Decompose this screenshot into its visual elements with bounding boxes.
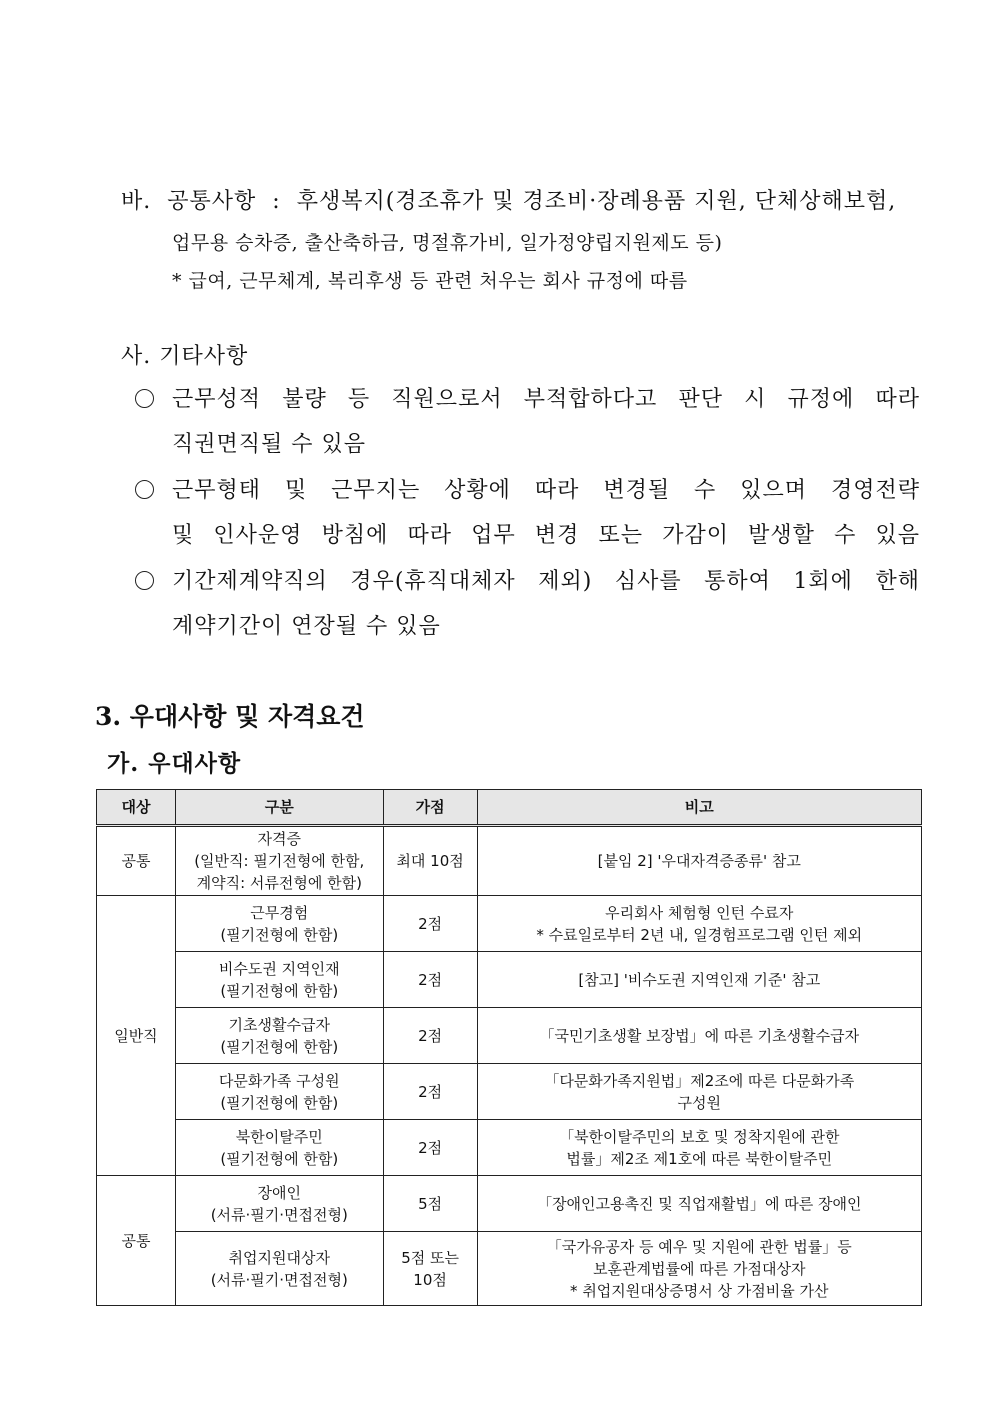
table-row: [97, 1064, 922, 1120]
remarks-cell: [477, 1064, 921, 1120]
remarks-line: 구성원: [677, 1093, 721, 1112]
section-ba-marker: 바.: [121, 189, 152, 214]
section-ba-line1: [121, 184, 896, 215]
group-label: 공통: [97, 1176, 176, 1306]
section-ba-text-2: 업무용 승차증, 출산축하금, 명절휴가비, 일가정양립지원제도 등): [172, 232, 723, 254]
remarks-line: 법률」제2조 제1호에 따른 북한이탈주민: [566, 1149, 833, 1168]
bullet-3-line1: 기간제계약직의 경우(휴직대체자 제외) 심사를 통하여 1회에 한해: [172, 569, 920, 594]
category-scope: (서류·필기·면접전형): [210, 1270, 348, 1289]
score-cell: 최대 10점: [383, 826, 477, 896]
category-cell: [175, 1064, 383, 1120]
bullet-1-line1: 근무성적 불량 등 직원으로서 부적합하다고 판단 시 규정에 따라: [172, 387, 920, 412]
header-score: 가점: [383, 790, 477, 826]
score-line: 5점 또는: [401, 1248, 459, 1267]
remarks-cell: 「장애인고용촉진 및 직업재활법」에 따른 장애인: [477, 1176, 921, 1232]
table-row: [97, 1176, 922, 1232]
category-scope: 계약직: 서류전형에 한함): [196, 874, 362, 892]
section-ba-heading: 공통사항: [167, 189, 257, 214]
remarks-line: 보훈관계법률에 따른 가점대상자: [593, 1259, 806, 1278]
remarks-line: 우리회사 체험형 인턴 수료자: [605, 903, 794, 922]
group-label: 공통: [97, 826, 176, 896]
table-row: [97, 952, 922, 1008]
category-scope: (필기전형에 한함): [220, 981, 339, 1000]
category-title: 취업지원대상자: [228, 1248, 330, 1267]
category-title: 비수도권 지역인재: [218, 959, 340, 978]
remarks-line: 「국가유공자 등 예우 및 지원에 관한 법률」등: [546, 1237, 852, 1256]
section-ba-separator: :: [272, 189, 281, 214]
category-title: 기초생활수급자: [228, 1015, 330, 1034]
category-title: 근무경험: [250, 903, 309, 922]
section-3-subtitle: 가. 우대사항: [107, 750, 242, 777]
bullet-2-line2: 및 인사운영 방침에 따라 업무 변경 또는 가감이 발생할 수 있음: [172, 523, 920, 548]
table-row: [97, 1008, 922, 1064]
score-cell: 2점: [383, 1064, 477, 1120]
category-scope: (일반직: 필기전형에 한함,: [194, 852, 365, 870]
remarks-line: * 취업지원대상증명서 상 가점비율 가산: [570, 1281, 829, 1300]
remarks-line: * 수료일로부터 2년 내, 일경험프로그램 인턴 제외: [536, 925, 863, 944]
category-cell: [175, 1176, 383, 1232]
remarks-line: 「다문화가족지원법」제2조에 따른 다문화가족: [544, 1071, 855, 1090]
category-scope: (필기전형에 한함): [220, 1093, 339, 1112]
table-row: [97, 896, 922, 952]
section-3-sub-wrap: [107, 745, 241, 778]
category-cell: [175, 1232, 383, 1306]
category-cell: [175, 896, 383, 952]
category-cell: [175, 1120, 383, 1176]
category-title: 다문화가족 구성원: [218, 1071, 340, 1090]
bullet-2-line1: 근무형태 및 근무지는 상황에 따라 변경될 수 있으며 경영전략: [172, 478, 920, 503]
remarks-cell: [477, 1232, 921, 1306]
score-cell: 2점: [383, 1120, 477, 1176]
category-title: 북한이탈주민: [235, 1127, 323, 1146]
section-ba-note: * 급여, 근무체계, 복리후생 등 관련 처우는 회사 규정에 따름: [172, 270, 688, 292]
bullet-circle-icon: [135, 571, 154, 590]
section-ba-text-1: 후생복지(경조휴가 및 경조비·장례용품 지원, 단체상해보험,: [296, 189, 897, 214]
category-cell: [175, 952, 383, 1008]
score-cell: 2점: [383, 896, 477, 952]
remarks-cell: [477, 1120, 921, 1176]
table-row: [97, 1120, 922, 1176]
score-line: 10점: [413, 1270, 447, 1289]
preference-table: [96, 789, 922, 1306]
bullet-3-line2: 계약기간이 연장될 수 있음: [172, 614, 441, 639]
score-cell: 2점: [383, 1008, 477, 1064]
category-scope: (필기전형에 한함): [220, 1037, 339, 1056]
table-header-row: [97, 790, 922, 826]
bullet-circle-icon: [135, 480, 154, 499]
table-row: [97, 826, 922, 896]
category-cell: [175, 826, 383, 896]
remarks-cell: [참고] '비수도권 지역인재 기준' 참고: [477, 952, 921, 1008]
header-target: 대상: [97, 790, 176, 826]
section-3-title: 3. 우대사항 및 자격요건: [95, 702, 365, 731]
category-scope: (필기전형에 한함): [220, 925, 339, 944]
remarks-cell: [붙임 2] '우대자격증종류' 참고: [477, 826, 921, 896]
header-category: 구분: [175, 790, 383, 826]
category-cell: [175, 1008, 383, 1064]
section-sa-heading: 사. 기타사항: [121, 344, 249, 369]
header-remarks: 비고: [477, 790, 921, 826]
table-row: [97, 1232, 922, 1306]
category-scope: (서류·필기·면접전형): [210, 1205, 348, 1224]
category-scope: (필기전형에 한함): [220, 1149, 339, 1168]
remarks-cell: [477, 896, 921, 952]
remarks-line: 「북한이탈주민의 보호 및 정착지원에 관한: [559, 1127, 840, 1146]
remarks-cell: 「국민기초생활 보장법」에 따른 기초생활수급자: [477, 1008, 921, 1064]
bullet-1-line2: 직권면직될 수 있음: [172, 432, 367, 457]
score-cell: 5점: [383, 1176, 477, 1232]
score-cell: 2점: [383, 952, 477, 1008]
bullet-circle-icon: [135, 389, 154, 408]
category-title: 장애인: [257, 1183, 302, 1202]
category-title: 자격증: [257, 830, 302, 848]
group-label: 일반직: [97, 896, 176, 1176]
score-cell: [383, 1232, 477, 1306]
section-3-title-wrap: [95, 697, 365, 733]
